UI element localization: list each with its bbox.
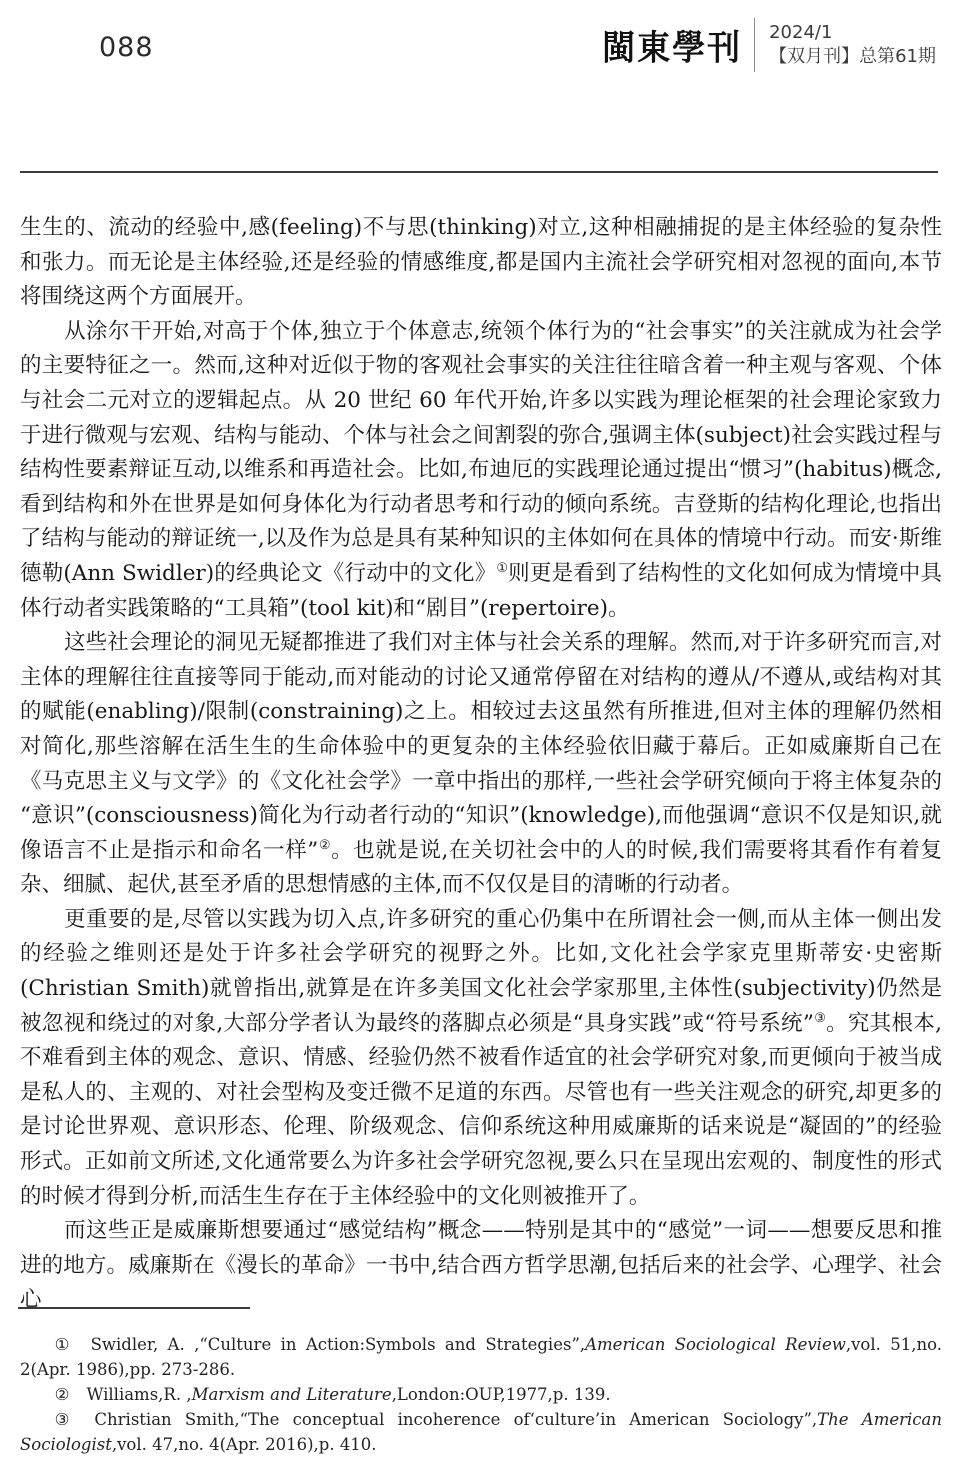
body-text — [20, 211, 942, 1318]
journal-title: 閩東學刊 — [602, 26, 743, 68]
page-number: 088 — [99, 32, 154, 63]
footnote-ref: ② — [318, 837, 332, 853]
paragraph — [20, 211, 942, 315]
footnote-text: ,vol. 51,no. 2(Apr. 1986),pp. 273-286. — [20, 1335, 942, 1379]
paragraph — [20, 1214, 942, 1318]
text-run: 更重要的是,尽管以实践为切入点,许多研究的重心仍集中在所谓社会一侧,而从主体一侧出发的经验之维则还是处于许多社会学研究的视野之外。比如,文化社会学家克里斯蒂安·史密斯(Christian Smith)就曾指出,就算是在许多美国文化社会学家那里,主体性(subjectivity)仍然是被忽视和绕过的对象,大部分学者认为最终的落脚点必须是“具身实践”或“符号系统” — [20, 906, 942, 1036]
masthead-divider — [754, 18, 755, 72]
footnote-number: ① — [54, 1335, 74, 1354]
footnote-text: Swidler, A. ,“Culture in Action:Symbols and Strategies”, — [90, 1335, 586, 1354]
text-run: 。也就是说,在关切社会中的人的时候,我们需要将其看作有着复杂、细腻、起伏,甚至矛盾的思想情感的主体,而不仅仅是目的清晰的行动者。 — [20, 837, 943, 898]
footnotes — [20, 1332, 942, 1457]
text-run: 生生的、流动的经验中,感(feeling)不与思(thinking)对立,这种相融捕捉的是主体经验的复杂性和张力。而无论是主体经验,还是经验的情感维度,都是国内主流社会学研究相对忽视的面向,本节将围绕这两个方面展开。 — [20, 215, 942, 310]
text-run: 。究其根本,不难看到主体的观念、意识、情感、经验仍然不被看作适宜的社会学研究对象,而更倾向于被当成是私人的、主观的、对社会型构及变迁微不足道的东西。尽管也有一些关注观念的研究,却更多的是讨论世界观、意识形态、伦理、阶级观念、信仰系统这种用威廉斯的话来说是“凝固的”的经验形式。正如前文所述,文化通常要么为许多社会学研究忽视,要么只在呈现出宏观的、制度性的形式的时候才得到分析,而活生生存在于主体经验中的文化则被推开了。 — [20, 1010, 943, 1209]
footnote-text: ,London:OUP,1977,p. 139. — [391, 1385, 611, 1404]
footnote-ref: ③ — [813, 1010, 827, 1026]
footnote-text: American Sociological Review — [585, 1335, 846, 1354]
issue-number: 【双月刊】总第61期 — [769, 46, 936, 67]
paragraph — [20, 626, 942, 903]
footnote-text: Marxism and Literature — [191, 1385, 392, 1404]
text-run: 从涂尔干开始,对高于个体,独立于个体意志,统领个体行为的“社会事实”的关注就成为社会学的主要特征之一。然而,这种对近似于物的客观社会事实的关注往往暗含着一种主观与客观、个体与社会二元对立的逻辑起点。从 20 世纪 60 年代开始,许多以实践为理论框架的社会理论家致力于进行微观与宏观、结构与能动、个体与社会之间割裂的弥合,强调主体(subject)社会实践过程与结构性要素辩证互动,以维系和再造社会。比如,布迪厄的实践理论通过提出“惯习”(habitus)概念,看到结构和外在世界是如何身体化为行动者思考和行动的倾向系统。吉登斯的结构化理论,也指出了结构与能动的辩证统一,以及作为总是具有某种知识的主体如何在具体的情境中行动。而安·斯维德勒(Ann Swidler)的经典论文《行动中的文化》 — [20, 318, 942, 586]
issue-info — [769, 21, 936, 70]
paragraph — [20, 315, 942, 626]
footnote — [20, 1382, 942, 1407]
footnote-ref: ① — [496, 560, 509, 576]
text-run: 这些社会理论的洞见无疑都推进了我们对主体与社会关系的理解。然而,对于许多研究而言,对主体的理解往往直接等同于能动,而对能动的讨论又通常停留在对结构的遵从/不遵从,或结构对其的赋能(enabling)/限制(constraining)之上。相较过去这虽然有所推进,但对主体的理解仍然相对简化,那些溶解在活生生的生命体验中的更复杂的主体经验依旧藏于幕后。正如威廉斯自己在《马克思主义与文学》的《文化社会学》一章中指出的那样,一些社会学研究倾向于将主体复杂的“意识”(consciousness)简化为行动者行动的“知识”(knowledge),而他强调“意识不仅是知识,就像语言不止是指示和命名一样” — [20, 630, 942, 863]
footnote — [20, 1407, 942, 1457]
footnote-text: ,vol. 47,no. 4(Apr. 2016),p. 410. — [111, 1435, 377, 1454]
issue-year: 2024/1 — [769, 21, 833, 43]
footnote-number: ② — [54, 1385, 70, 1404]
footnote-text: Williams,R. , — [86, 1385, 192, 1404]
footnote-text: Christian Smith,“The conceptual incoherence of‘culture’in American Sociology”, — [94, 1410, 818, 1429]
masthead — [602, 18, 936, 72]
header-rule — [20, 171, 938, 173]
footnote-text: The American Sociologist — [20, 1410, 942, 1454]
footnote-number: ③ — [54, 1410, 78, 1429]
text-run: 则更是看到了结构性的文化如何成为情境中具体行动者实践策略的“工具箱”(tool kit)和“剧目”(repertoire)。 — [20, 560, 942, 621]
footnote — [20, 1332, 942, 1382]
paragraph — [20, 903, 942, 1214]
footnote-rule — [18, 1307, 250, 1309]
text-run: 而这些正是威廉斯想要通过“感觉结构”概念——特别是其中的“感觉”一词——想要反思和推进的地方。威廉斯在《漫长的革命》一书中,结合西方哲学思潮,包括后来的社会学、心理学、社会心 — [20, 1218, 942, 1313]
